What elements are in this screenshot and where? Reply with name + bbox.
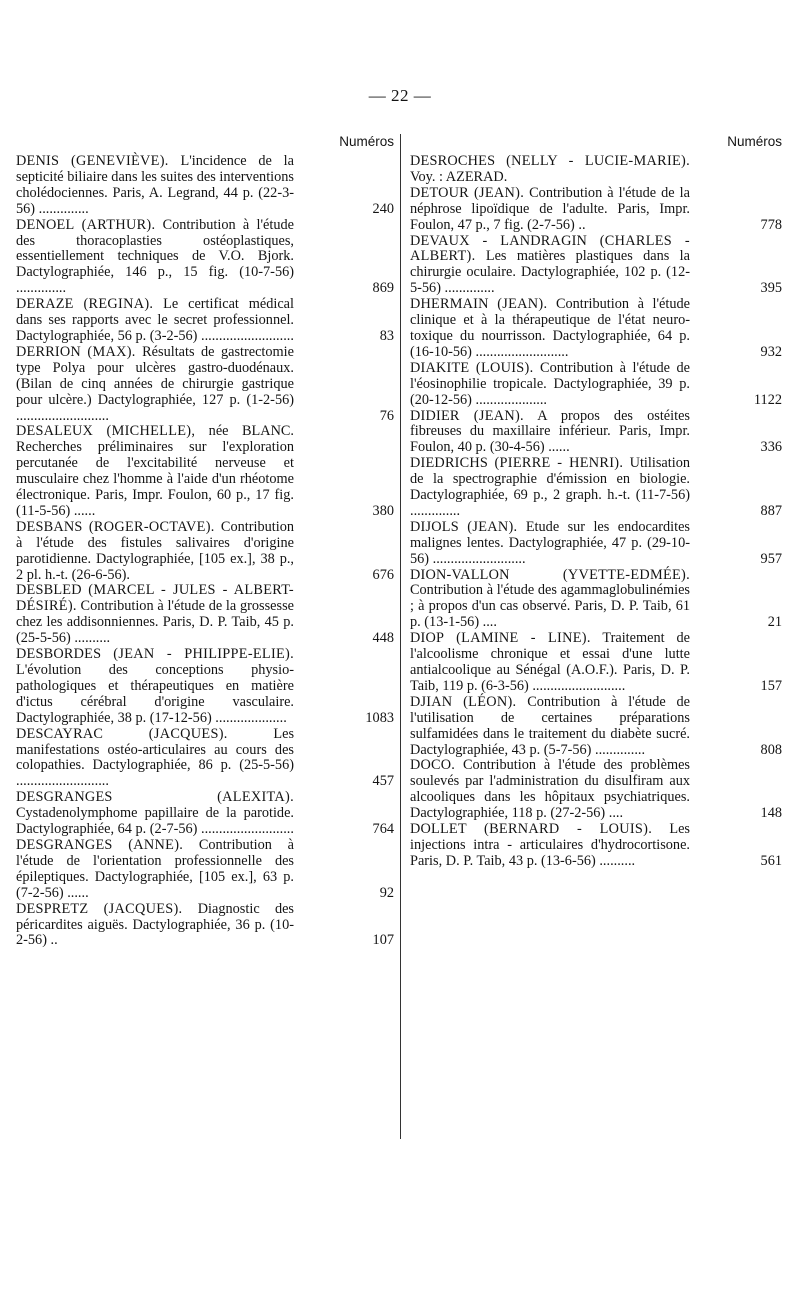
thesis-entry (410, 234, 790, 298)
entry-description: A propos des ostéites fibreuses du maxillaire inférieur. Paris, Impr. Foulon, 40 p. (30-4-56) ...... (410, 407, 690, 456)
entry-number: 764 (372, 821, 394, 838)
entry-description: Diagnostic des péricardites aiguës. Dactylographiée, 36 p. (10-2-56) .. (16, 900, 294, 949)
entry-number: 157 (760, 677, 782, 694)
entry-text (16, 647, 294, 727)
entries-list (16, 154, 396, 949)
author-surname: DESROCHES (410, 153, 496, 169)
entry-number: 1122 (753, 391, 782, 408)
author-surname: DERAZE (16, 296, 74, 313)
entry-text (410, 409, 690, 457)
entry-number: 240 (372, 200, 394, 217)
author-surname: DESBLED (16, 582, 82, 599)
column-divider (400, 134, 401, 1139)
entry-text (410, 758, 690, 822)
author-given-names: (JEAN). (497, 296, 548, 313)
author-surname: DERRION (16, 343, 81, 360)
author-surname: DOLLET (410, 821, 467, 838)
author-given-names: (ARTHUR). (81, 216, 156, 233)
entry-text (410, 186, 690, 234)
entry-description: Le certificat médical dans ses rapports avec le secret professionnel. Dactylographiée, 56 p. (3-2-56) .......................... (16, 296, 295, 344)
entry-description: Voy. : AZERAD. (410, 168, 508, 185)
author-surname: DIDIER (410, 407, 460, 424)
entry-number: 380 (372, 502, 394, 519)
author-surname: DIEDRICHS (410, 455, 489, 472)
entry-number: 83 (379, 327, 394, 344)
entry-description: Contribution à l'étude des problèmes soulevés par l'administration du disulfiram aux alcooliques dans les hôpitaux psychiatriques. Dactylographiée, 118 p. (27-2-56) .... (410, 757, 690, 822)
entry-text (410, 520, 690, 568)
thesis-entry (16, 838, 396, 902)
entry-number: 448 (372, 630, 394, 647)
author-given-names: (JEAN - PHILIPPE-ELIE). (113, 646, 294, 663)
thesis-entry (16, 154, 396, 218)
entry-number: 561 (760, 852, 782, 869)
author-given-names: (MICHELLE), (106, 423, 196, 440)
entry-text (16, 345, 294, 425)
entry-description: Traitement de l'alcoolisme chronique et essai d'une lutte antialcoolique au Sénégal (A.O.F.). Paris, D. P. Taib, 119 p. (6-3-56) .......................... (410, 630, 690, 694)
thesis-entry (410, 822, 790, 870)
author-surname: DESBORDES (16, 646, 102, 663)
author-surname: DETOUR (410, 184, 469, 201)
thesis-entry (16, 727, 396, 791)
thesis-entry (16, 647, 396, 727)
author-given-names: (JACQUES). (148, 725, 228, 742)
thesis-entry (410, 456, 790, 520)
author-surname: DENIS (16, 153, 60, 169)
entry-description: Contribution à l'étude de l'orientation professionnelle des épileptiques. Dactylographiée, [105 ex.], 63 p. (7-2-56) ...... (16, 836, 295, 901)
thesis-entry (16, 902, 396, 950)
author-surname: DESPRETZ (16, 900, 89, 917)
entry-text (16, 790, 294, 838)
entry-description: Utilisation de la spectrographie d'émission en biologie. Dactylographiée, 69 p., 2 graph. h.-t. (11-7-56) .............. (410, 455, 690, 519)
author-given-names: (NELLY - LUCIE-MARIE). (506, 153, 690, 169)
author-given-names: (YVETTE-EDMÉE). (562, 566, 690, 583)
thesis-entry (16, 790, 396, 838)
entry-number: 869 (372, 280, 394, 297)
entry-text (16, 838, 294, 902)
entry-description: Contribution à l'étude de l'éosinophilie tropicale. Dactylographiée, 39 p. (20-12-56) .................... (410, 359, 691, 408)
author-surname: DHERMAIN (410, 296, 489, 313)
entry-number: 76 (379, 407, 394, 424)
thesis-entry (410, 409, 790, 457)
author-given-names: (LÉON). (463, 693, 517, 710)
column-header: Numéros (727, 134, 782, 149)
column-header: Numéros (339, 134, 394, 149)
thesis-entry (16, 218, 396, 298)
author-given-names: (LOUIS). (475, 359, 534, 376)
author-given-names: (JEAN). (473, 184, 525, 201)
author-given-names: (CHARLES - ALBERT). (410, 232, 690, 265)
entry-description: Les injections intra - articulaires d'hydrocortisone. Paris, D. P. Taib, 43 p. (13-6-56) .......... (410, 821, 690, 869)
author-surname: DIOP (410, 630, 445, 647)
entry-text (410, 822, 690, 870)
thesis-entry (410, 695, 790, 759)
author-surname: DENOEL (16, 216, 75, 233)
author-surname: DEVAUX - LANDRAGIN (410, 232, 588, 249)
author-surname: DESGRANGES (16, 836, 113, 853)
author-surname: DESCAYRAC (16, 725, 104, 742)
entry-text (16, 424, 294, 519)
entry-text (410, 297, 690, 361)
entry-description: née BLANC. Recherches préliminaires sur l'exploration percutanée de l'excitabilité nerveuse et musculaire chez l'homme à l'aide d'un rhéotome électronique. Paris, Impr. Foulon, 60 p., 17 fig. (11-5-56) ...... (16, 423, 294, 519)
left-column (16, 134, 396, 949)
thesis-entry (16, 424, 396, 519)
entry-description: Contribution à l'étude des agammaglobulinémies ; à propos d'un cas observé. Paris, D. P. Taib, 61 p. (13-1-56) .... (410, 582, 690, 631)
thesis-entry (410, 186, 790, 234)
thesis-entry (410, 361, 790, 409)
author-given-names: (JEAN). (473, 407, 524, 424)
entry-description: Contribution à l'étude des thoracoplasties ostéoplastiques, essentiellement techniques de V.O. Bjork. Dactylographiée, 146 p., 15 fig. (10-7-56) .............. (16, 216, 295, 297)
right-column (410, 134, 790, 870)
entry-text (410, 234, 690, 298)
entry-number: 957 (760, 550, 782, 567)
entry-description: Etude sur les endocardites malignes lentes. Dactylographiée, 47 p. (29-10-56) .......................... (410, 518, 690, 567)
thesis-entry (410, 631, 790, 695)
author-given-names: (GENEVIÈVE). (70, 153, 169, 169)
entry-text (16, 520, 294, 584)
entry-description: Contribution à l'étude de l'utilisation de certaines préparations sulfamidées dans le traitement du diabète sucré. Dactylographiée, 43 p. (5-7-56) .............. (410, 693, 691, 758)
author-surname: DESGRANGES (16, 789, 113, 806)
entry-text (16, 297, 294, 345)
entry-number: 107 (372, 932, 394, 949)
author-given-names: (JACQUES). (103, 900, 183, 917)
thesis-entry (410, 154, 790, 186)
thesis-entry (410, 297, 790, 361)
entry-number: 778 (760, 216, 782, 233)
entry-text (16, 727, 294, 791)
thesis-entry (16, 583, 396, 647)
entry-number: 148 (760, 805, 782, 822)
author-surname: DESBANS (16, 518, 83, 535)
author-given-names: (ROGER-OCTAVE). (88, 518, 215, 535)
entry-text (16, 583, 294, 647)
entry-text (410, 456, 690, 520)
author-surname: DION-VALLON (410, 566, 510, 583)
entry-description: Les manifestations ostéo-articulaires au cours des colopathies. Dactylographiée, 86 p. (25-5-56) .......................... (16, 725, 295, 790)
entry-number: 21 (767, 614, 782, 631)
author-surname: DIAKITE (410, 359, 470, 376)
author-given-names: (BERNARD - LOUIS). (484, 821, 653, 838)
entry-number: 395 (760, 280, 782, 297)
entries-list (410, 154, 790, 870)
entry-text (410, 361, 690, 409)
entry-number: 932 (760, 343, 782, 360)
entry-description: Cystadenolymphome papillaire de la parotide. Dactylographiée, 64 p. (2-7-56) .......................... (16, 805, 294, 838)
author-given-names: (JEAN). (467, 518, 518, 535)
thesis-entry (16, 520, 396, 584)
entry-number: 808 (760, 741, 782, 758)
author-given-names: (PIERRE - HENRI). (494, 455, 624, 472)
entry-number: 887 (760, 502, 782, 519)
entry-description: Contribution à l'étude des fistules salivaires d'origine parotidienne. Dactylographiée, [105 ex.], 38 p., 2 pl. h.-t. (26-6-56). (16, 518, 294, 583)
author-surname: DJIAN (410, 693, 453, 710)
entry-number: 457 (372, 773, 394, 790)
author-surname: DOCO. (410, 757, 456, 774)
entry-description: Les matières plastiques dans la chirurgie oculaire. Dactylographiée, 102 p. (12-5-56) .............. (410, 248, 691, 297)
entry-text (410, 568, 690, 632)
author-given-names: (ALEXITA). (217, 789, 294, 806)
entry-text (16, 902, 294, 950)
author-surname: DIJOLS (410, 518, 459, 535)
entry-text (16, 154, 294, 218)
thesis-entry (410, 520, 790, 568)
entry-description: Contribution à l'étude clinique et à la thérapeutique de l'état neuro-toxique du nourrisson. Dactylographiée, 64 p. (16-10-56) .......................... (410, 296, 690, 360)
entry-number: 676 (372, 566, 394, 583)
thesis-entry (16, 297, 396, 345)
entry-description: Contribution à l'étude de la grossesse chez les addisonniennes. Paris, D. P. Taib, 45 p. (25-5-56) .......... (16, 598, 294, 647)
entry-text (16, 218, 294, 298)
entry-number: 336 (760, 439, 782, 456)
author-given-names: (REGINA). (83, 296, 154, 313)
entry-description: L'incidence de la septicité biliaire dans les suites des interventions cholédociennes. Paris, A. Legrand, 44 p. (22-3-56) .............. (16, 153, 295, 217)
author-given-names: (ANNE). (128, 836, 184, 853)
entry-number: 92 (379, 884, 394, 901)
author-surname: DESALEUX (16, 423, 94, 440)
entry-text (410, 631, 690, 695)
thesis-entry (410, 568, 790, 632)
author-given-names: (LAMINE - LINE). (456, 630, 591, 647)
entry-description: Résultats de gastrectomie type Polya pour ulcères gastro-duodénaux. (Bilan de cinq années de chirurgie gastrique pour ulcère.) Dactylographiée, 127 p. (1-2-56) .......................... (16, 343, 294, 424)
entry-text (410, 695, 690, 759)
author-given-names: (MAX). (87, 343, 136, 360)
thesis-entry (410, 758, 790, 822)
entry-text (410, 154, 690, 186)
author-given-names: (MARCEL - JULES - ALBERT-DÉSIRÉ). (16, 582, 294, 615)
page-number: — 22 — (368, 86, 432, 105)
entry-number: 1083 (365, 709, 394, 726)
entry-description: Contribution à l'étude de la néphrose lipoïdique de l'adulte. Paris, Impr. Foulon, 47 p., 7 fig. (2-7-56) .. (410, 184, 690, 233)
thesis-entry (16, 345, 396, 425)
entry-description: L'évolution des conceptions physio-pathologiques et thérapeutiques en matière d'ictus cérébral d'origine vasculaire. Dactylographiée, 38 p. (17-12-56) .................... (16, 662, 294, 726)
